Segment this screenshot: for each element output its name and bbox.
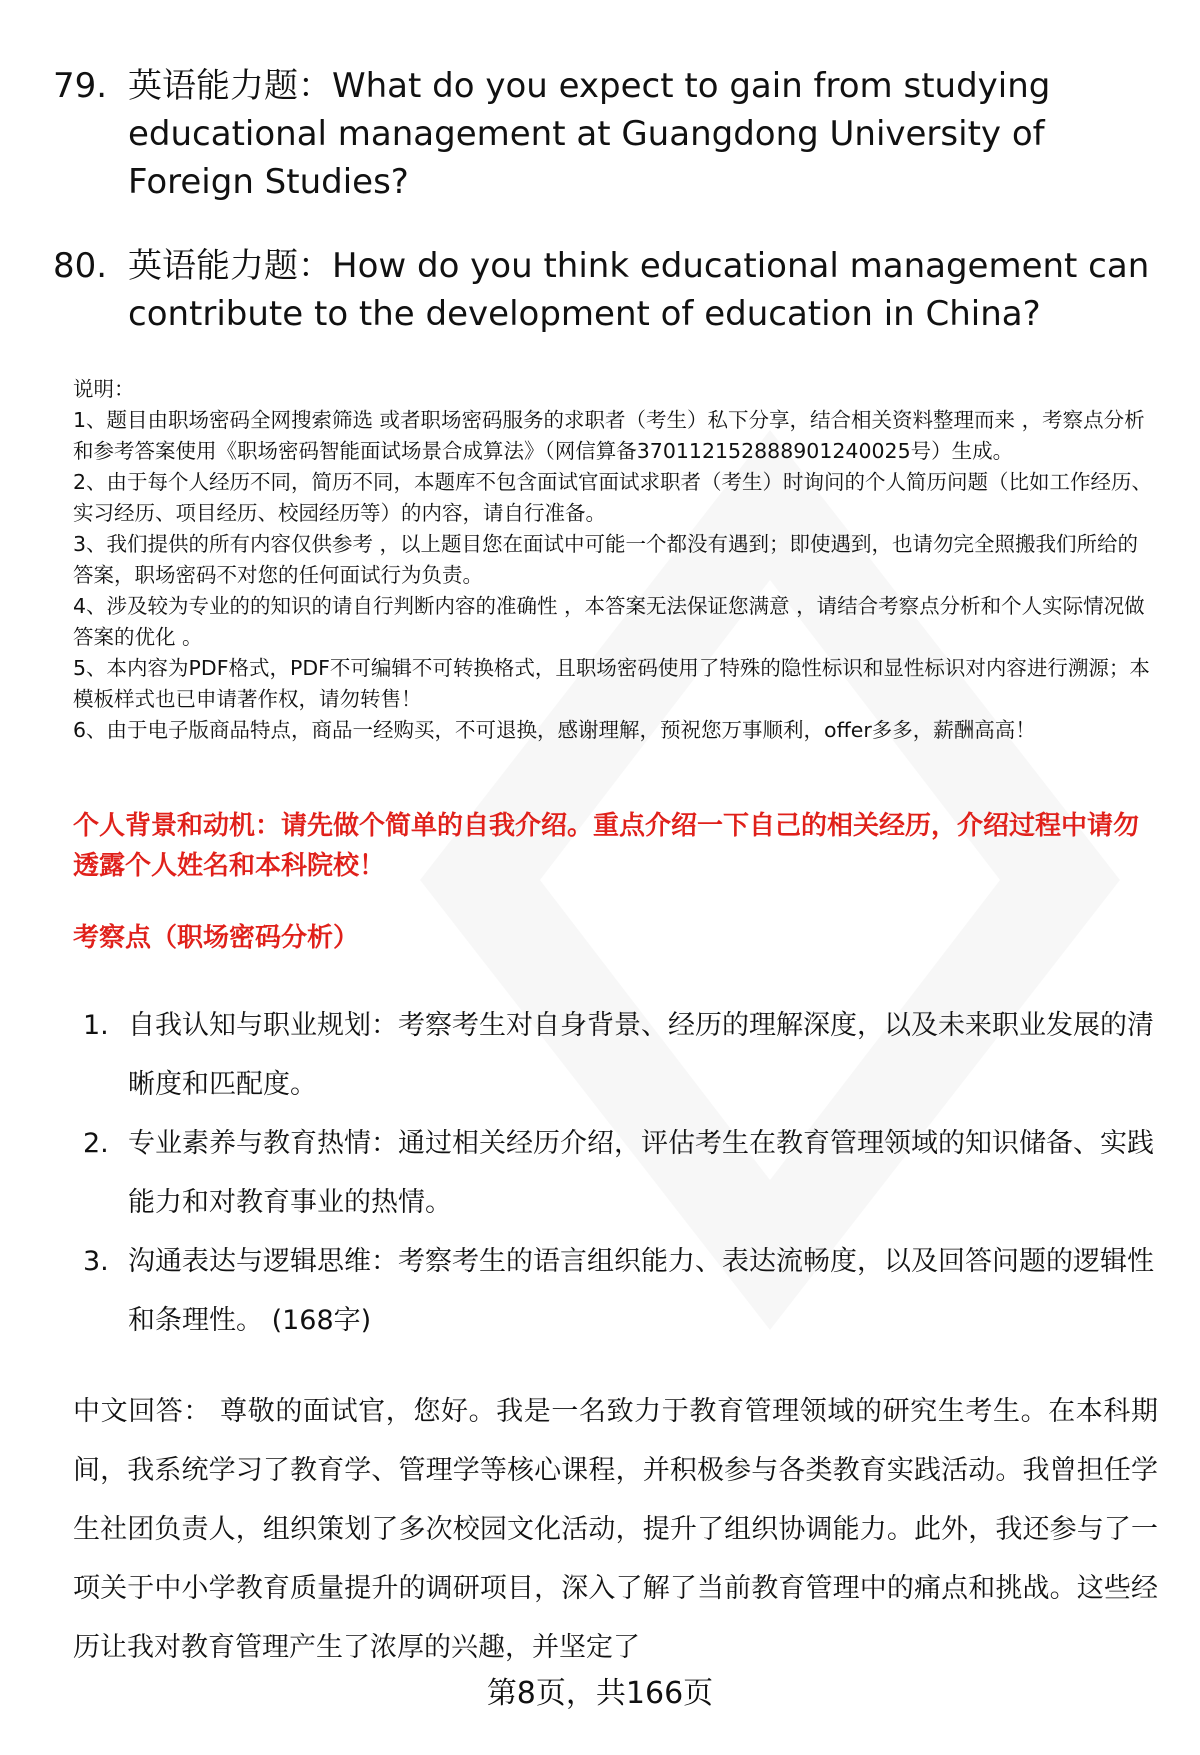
point-number: 1.: [83, 1010, 109, 1041]
question-79: [53, 62, 1163, 206]
point-number: 2.: [83, 1128, 109, 1159]
question-heading: 个人背景和动机：请先做个简单的自我介绍。重点介绍一下自己的相关经历，介绍过程中请勿透露个人姓名和本科院校！: [73, 811, 1140, 881]
note-item: 4、涉及较为专业的的知识的请自行判断内容的准确性 ，本答案无法保证您满意 ，请结合考察点分析和个人实际情况做答案的优化 。: [73, 594, 1145, 649]
point-text: 专业素养与教育热情：通过相关经历介绍，评估考生在教育管理领域的知识储备、实践能力和对教育事业的热情。: [128, 1128, 1154, 1218]
notes-section: [73, 374, 1158, 746]
point-text: 自我认知与职业规划：考察考生对自身背景、经历的理解深度，以及未来职业发展的清晰度和匹配度。: [128, 1010, 1154, 1100]
question-text: 英语能力题：What do you expect to gain from studying educational management at Guangdong University of Foreign Studies?: [128, 66, 1051, 202]
analysis-point: [83, 1232, 1163, 1350]
point-number: 3.: [83, 1246, 109, 1277]
analysis-heading: 考察点（职场密码分析）: [73, 923, 360, 953]
note-item: 3、我们提供的所有内容仅供参考 ，以上题目您在面试中可能一个都没有遇到；即使遇到，也请勿完全照搬我们所给的答案，职场密码不对您的任何面试行为负责。: [73, 532, 1139, 587]
note-item: 6、由于电子版商品特点，商品一经购买，不可退换，感谢理解，预祝您万事顺利，offer多多，薪酬高高！: [73, 718, 1036, 742]
analysis-point: [83, 996, 1163, 1114]
analysis-point: [83, 1114, 1163, 1232]
question-text: 英语能力题：How do you think educational management can contribute to the development of education in China?: [128, 246, 1150, 334]
note-item: 5、本内容为PDF格式，PDF不可编辑不可转换格式，且职场密码使用了特殊的隐性标识和显性标识对内容进行溯源；本模板样式也已申请著作权，请勿转售！: [73, 656, 1150, 711]
analysis-points: [83, 996, 1163, 1350]
note-item: 2、由于每个人经历不同，简历不同，本题库不包含面试官面试求职者（考生）时询问的个人简历问题（比如工作经历、实习经历、项目经历、校园经历等）的内容，请自行准备。: [73, 470, 1153, 525]
point-text: 沟通表达与逻辑思维：考察考生的语言组织能力、表达流畅度，以及回答问题的逻辑性和条理性。 (168字): [128, 1246, 1154, 1336]
notes-title: 说明：: [73, 377, 135, 401]
answer-text: 中文回答： 尊敬的面试官，您好。我是一名致力于教育管理领域的研究生考生。在本科期间，我系统学习了教育学、管理学等核心课程，并积极参与各类教育实践活动。我曾担任学生社团负责人，组织策划了多次校园文化活动，提升了组织协调能力。此外，我还参与了一项关于中小学教育质量提升的调研项目，深入了解了当前教育管理中的痛点和挑战。这些经历让我对教育管理产生了浓厚的兴趣，并坚定了: [73, 1396, 1158, 1663]
question-80: [53, 242, 1163, 338]
question-number: 79.: [53, 66, 108, 106]
question-number: 80.: [53, 246, 108, 286]
note-item: 1、题目由职场密码全网搜索筛选 或者职场密码服务的求职者（考生）私下分享，结合相关资料整理而来 ，考察点分析和参考答案使用《职场密码智能面试场景合成算法》（网信算备370112152888901240025号）生成。: [73, 408, 1145, 463]
page-footer: 第8页，共166页: [486, 1676, 714, 1711]
